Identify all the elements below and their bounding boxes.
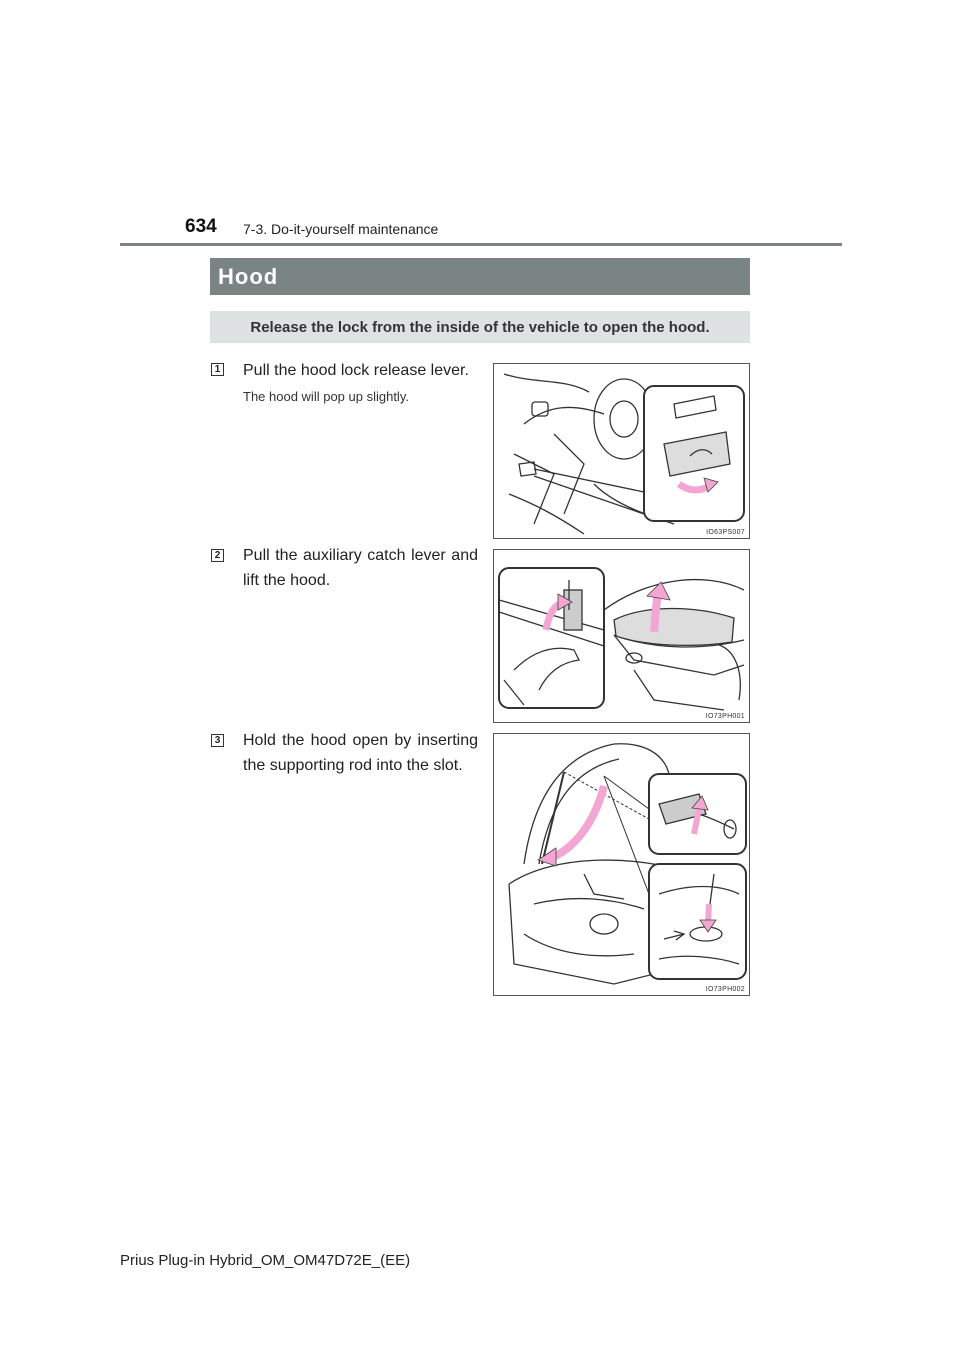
supporting-rod-illustration <box>494 734 749 995</box>
step-1-text: Pull the hood lock release lever. <box>243 362 469 379</box>
page-number: 634 <box>185 216 217 237</box>
figure-code: IO63PS007 <box>706 529 745 536</box>
step-3-marker: 3 <box>211 734 224 747</box>
step-2-text: Pull the auxiliary catch lever and lift the hood. <box>243 547 478 589</box>
step-1-marker: 1 <box>211 363 224 376</box>
step-2-marker: 2 <box>211 549 224 562</box>
intro-banner: Release the lock from the inside of the vehicle to open the hood. <box>210 311 750 343</box>
figure-hood-release-lever <box>493 363 750 539</box>
header-rule <box>120 243 842 246</box>
figure-supporting-rod <box>493 733 750 996</box>
section-title: 7-3. Do-it-yourself maintenance <box>243 221 439 237</box>
auxiliary-catch-illustration <box>494 550 749 722</box>
footer-document-id: Prius Plug-in Hybrid_OM_OM47D72E_(EE) <box>120 1252 411 1269</box>
step-3-text: Hold the hood open by inserting the supporting rod into the slot. <box>243 732 478 774</box>
figure-code: IO73PH002 <box>705 986 745 993</box>
figure-code: IO73PH001 <box>705 713 745 720</box>
step-1-note: The hood will pop up slightly. <box>243 389 409 404</box>
page-title: Hood <box>210 258 750 295</box>
figure-auxiliary-catch-lever <box>493 549 750 723</box>
hood-release-illustration <box>494 364 749 538</box>
